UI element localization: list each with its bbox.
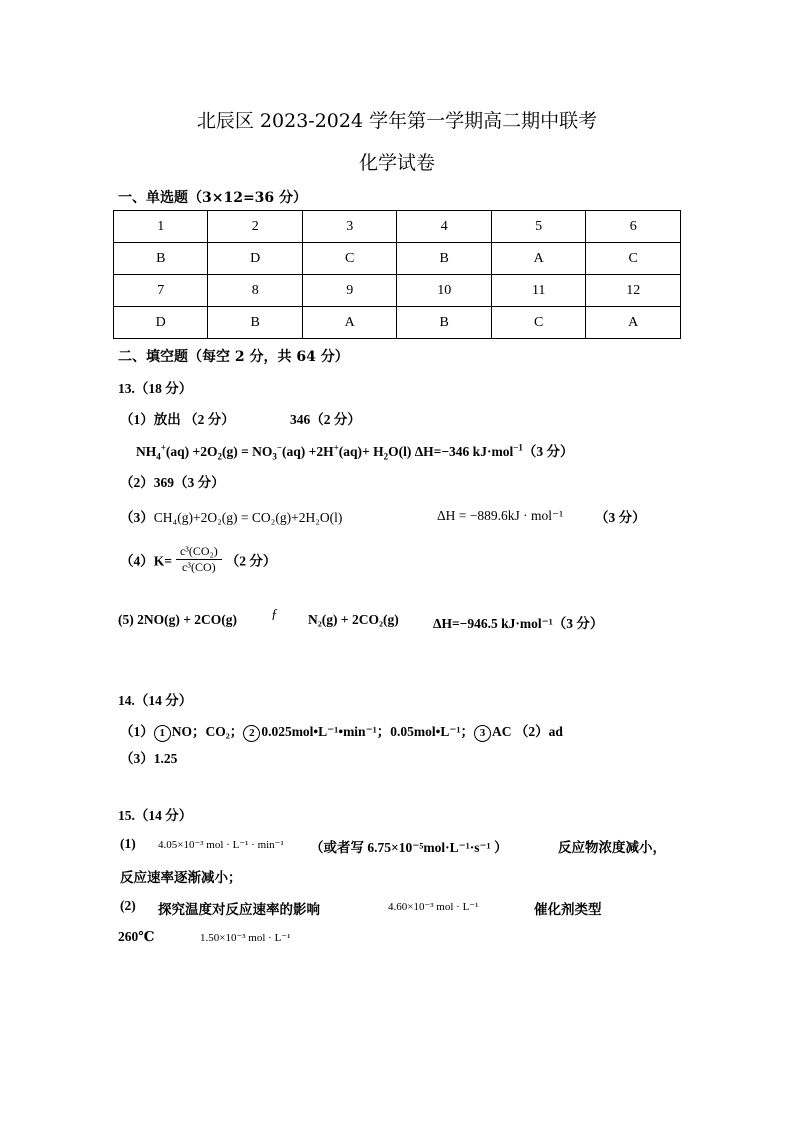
q15-label: 15.（14 分） bbox=[118, 808, 193, 823]
answer-table-cell: 3 bbox=[302, 211, 396, 243]
q15-temperature: 260℃ bbox=[118, 929, 155, 944]
answer-table-cell: 8 bbox=[208, 275, 302, 307]
answer-table-cell: 6 bbox=[586, 211, 681, 243]
answer-table-cell: 11 bbox=[491, 275, 585, 307]
q13-label: 13.（18 分） bbox=[118, 381, 193, 396]
q13-part5-dh: ΔH=−946.5 kJ·mol⁻¹（3 分） bbox=[433, 616, 604, 631]
answer-table-cell: B bbox=[114, 243, 208, 275]
circled-2-icon: 2 bbox=[243, 725, 260, 742]
answer-table-cell: A bbox=[302, 307, 396, 339]
q15-part2-value: 4.60×10⁻³ mol · L⁻¹ bbox=[388, 901, 479, 913]
q15-part1-rate: 4.05×10⁻³ mol · L⁻¹ · min⁻¹ bbox=[158, 839, 284, 851]
answer-table-cell: 10 bbox=[397, 275, 491, 307]
answer-table-cell: 1 bbox=[114, 211, 208, 243]
answer-table-cell: 12 bbox=[586, 275, 681, 307]
equilibrium-fraction: $\frac{\text{c³(CO₂)}}{\text{c³(CO)}}$ bbox=[176, 544, 222, 575]
answer-table-row bbox=[114, 243, 681, 275]
q13-part1-a: （1）放出 （2 分） bbox=[120, 412, 235, 427]
answer-table-row bbox=[114, 307, 681, 339]
answer-table-cell: 5 bbox=[491, 211, 585, 243]
page-subtitle: 化学试卷 bbox=[358, 152, 435, 174]
answer-table-cell: B bbox=[208, 307, 302, 339]
q13-part1-b: 346（2 分） bbox=[290, 412, 361, 427]
answer-table-cell: A bbox=[586, 307, 681, 339]
q13-part2: （2）369（3 分） bbox=[120, 475, 225, 490]
answer-table-cell: 7 bbox=[114, 275, 208, 307]
answer-table-cell: C bbox=[491, 307, 585, 339]
q13-part5-b: N₂(g) + 2CO₂(g) bbox=[308, 612, 399, 627]
answer-table bbox=[113, 210, 681, 339]
answer-table-row bbox=[114, 275, 681, 307]
q13-part5-a: (5) 2NO(g) + 2CO(g) bbox=[118, 612, 238, 627]
q15-part2-purpose: 探究温度对反应速率的影响 bbox=[158, 902, 320, 917]
q15-part2-label: (2) bbox=[120, 898, 136, 913]
q13-part3-score: （3 分） bbox=[595, 510, 646, 525]
circled-1-icon: 1 bbox=[154, 725, 171, 742]
q15-part1-reason-cont: 反应速率逐渐减小； bbox=[120, 870, 242, 885]
q13-part3: （3）CH₄(g)+2O₂(g) = CO₂(g)+2H₂O(l) bbox=[120, 510, 343, 525]
answer-table-cell: 4 bbox=[397, 211, 491, 243]
answer-table-cell: A bbox=[491, 243, 585, 275]
equilibrium-arrow-icon: ƒ bbox=[271, 606, 278, 621]
answer-table-cell: D bbox=[208, 243, 302, 275]
answer-table-cell: C bbox=[586, 243, 681, 275]
q15-concentration: 1.50×10⁻³ mol · L⁻¹ bbox=[200, 932, 291, 944]
page-title: 北辰区 2023-2024 学年第一学期高二期中联考 bbox=[196, 110, 598, 132]
answer-table-cell: 9 bbox=[302, 275, 396, 307]
q15-part1-reason: 反应物浓度减小， bbox=[558, 840, 666, 855]
q14-line2: （3）1.25 bbox=[120, 751, 178, 766]
q13-part3-dh: ΔH = −889.6kJ · mol⁻¹ bbox=[437, 508, 564, 523]
answer-table-cell: B bbox=[397, 243, 491, 275]
q15-part2-catalyst: 催化剂类型 bbox=[534, 902, 602, 917]
q14-line1: （1） 1 NO；CO₂； 2 0.025mol•L⁻¹•min⁻¹；0.05mol•L⁻¹； 3 AC （2）ad bbox=[120, 720, 563, 742]
section2-heading: 二、填空题（每空 2 分，共 64 分） bbox=[118, 349, 349, 365]
answer-table-row bbox=[114, 211, 681, 243]
answer-table-cell: D bbox=[114, 307, 208, 339]
section1-heading: 一、单选题（3×12=36 分） bbox=[118, 190, 308, 206]
circled-3-icon: 3 bbox=[474, 725, 491, 742]
answer-table-cell: 2 bbox=[208, 211, 302, 243]
answer-table-cell: B bbox=[397, 307, 491, 339]
answer-table-cell: C bbox=[302, 243, 396, 275]
q15-part1-alt: （或者写 6.75×10⁻⁵mol·L⁻¹·s⁻¹ ） bbox=[310, 840, 508, 855]
q13-equation-1: $NH_4^+(aq) +2O_2(g) = NO_3^-(aq) +2H^+(aq)+ H_2O(l)$ ΔH=−346 kJ·mol$^{-1}$（3 分） bbox=[136, 442, 574, 462]
q15-part1-label: (1) bbox=[120, 836, 136, 851]
q13-part4: （4）K= $\frac{\text{c³(CO₂)}}{\text{c³(CO)}}$ （2 分） bbox=[120, 544, 277, 574]
q14-label: 14.（14 分） bbox=[118, 693, 193, 708]
